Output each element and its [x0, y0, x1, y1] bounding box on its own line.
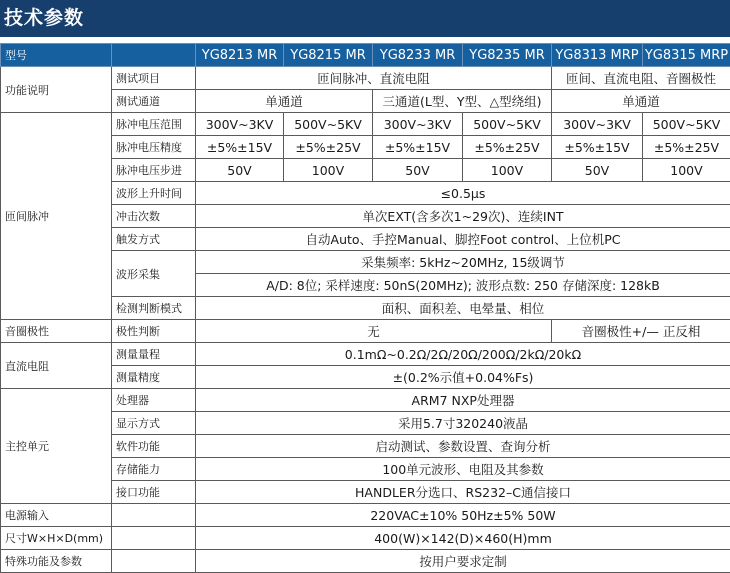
value-cell: ±5%±25V: [463, 136, 552, 159]
value-cell: 单次EXT(含多次1~29次)、连续INT: [196, 205, 730, 228]
value-cell: 采集频率: 5kHz~20MHz, 15级调节: [196, 251, 730, 274]
title-bar: [0, 0, 730, 37]
item-label: 测量量程: [112, 343, 196, 366]
value-cell: HANDLER分选口、RS232–C通信接口: [196, 481, 730, 504]
value-cell: 匝间脉冲、直流电阻: [196, 67, 552, 90]
item-label: 极性判断: [112, 320, 196, 343]
value-cell: A/D: 8位; 采样速度: 50nS(20MHz); 波形点数: 250 存储深度: 128kB: [196, 274, 730, 297]
value-cell: 0.1mΩ~0.2Ω/2Ω/20Ω/200Ω/2kΩ/20kΩ: [196, 343, 730, 366]
item-label: 脉冲电压精度: [112, 136, 196, 159]
value-cell: 100V: [284, 159, 373, 182]
table-row: [1, 527, 730, 550]
value-cell: 自动Auto、手控Manual、脚控Foot control、上位机PC: [196, 228, 730, 251]
value-cell: 单通道: [552, 90, 730, 113]
value-cell: ±5%±15V: [552, 136, 643, 159]
item-label: 测试项目: [112, 67, 196, 90]
value-cell: 100V: [643, 159, 730, 182]
header-row: [1, 44, 730, 67]
value-cell: 采用5.7寸320240液晶: [196, 412, 730, 435]
value-cell: 300V~3KV: [196, 113, 284, 136]
value-cell: 50V: [196, 159, 284, 182]
item-label: 脉冲电压步进: [112, 159, 196, 182]
model-name: YG8313 MRP: [552, 44, 643, 67]
model-name: YG8233 MR: [373, 44, 463, 67]
model-name: YG8235 MR: [463, 44, 552, 67]
value-cell: 220VAC±10% 50Hz±5% 50W: [196, 504, 730, 527]
value-cell: 50V: [552, 159, 643, 182]
table-row: [1, 320, 730, 343]
value-cell: 100单元波形、电阻及其参数: [196, 458, 730, 481]
category-label: 尺寸W×H×D(mm): [1, 527, 112, 550]
blank-cell: [112, 527, 196, 550]
category-label: 音圈极性: [1, 320, 112, 343]
item-label: 软件功能: [112, 435, 196, 458]
value-cell: ±5%±15V: [196, 136, 284, 159]
model-name: YG8215 MR: [284, 44, 373, 67]
table-row: [1, 389, 730, 412]
header-blank: [112, 44, 196, 67]
value-cell: ±5%±15V: [373, 136, 463, 159]
value-cell: 50V: [373, 159, 463, 182]
item-label: 测试通道: [112, 90, 196, 113]
category-label: 主控单元: [1, 389, 112, 504]
value-cell: 400(W)×142(D)×460(H)mm: [196, 527, 730, 550]
value-cell: 无: [196, 320, 552, 343]
model-name: YG8315 MRP: [643, 44, 730, 67]
value-cell: ±(0.2%示值+0.04%Fs): [196, 366, 730, 389]
value-cell: ±5%±25V: [643, 136, 730, 159]
item-label: 波形上升时间: [112, 182, 196, 205]
value-cell: 匝间、直流电阻、音圈极性: [552, 67, 730, 90]
item-label: 脉冲电压范围: [112, 113, 196, 136]
model-header-label: 型号: [1, 44, 112, 67]
value-cell: ≤0.5μs: [196, 182, 730, 205]
value-cell: 面积、面积差、电晕量、相位: [196, 297, 730, 320]
category-label: 功能说明: [1, 67, 112, 113]
value-cell: 300V~3KV: [373, 113, 463, 136]
spec-table: [0, 43, 730, 573]
value-cell: 按用户要求定制: [196, 550, 730, 573]
item-label: 波形采集: [112, 251, 196, 297]
item-label: 测量精度: [112, 366, 196, 389]
item-label: 处理器: [112, 389, 196, 412]
table-row: [1, 343, 730, 366]
model-name: YG8213 MR: [196, 44, 284, 67]
item-label: 存储能力: [112, 458, 196, 481]
category-label: 电源输入: [1, 504, 112, 527]
category-label: 匝间脉冲: [1, 113, 112, 320]
value-cell: 三通道(L型、Y型、△型绕组): [373, 90, 552, 113]
value-cell: 500V~5KV: [463, 113, 552, 136]
value-cell: 500V~5KV: [643, 113, 730, 136]
value-cell: 500V~5KV: [284, 113, 373, 136]
item-label: 检测判断模式: [112, 297, 196, 320]
category-label: 直流电阻: [1, 343, 112, 389]
value-cell: ±5%±25V: [284, 136, 373, 159]
value-cell: 单通道: [196, 90, 373, 113]
table-row: [1, 67, 730, 90]
category-label: 特殊功能及参数: [1, 550, 112, 573]
value-cell: 100V: [463, 159, 552, 182]
item-label: 冲击次数: [112, 205, 196, 228]
page-title: 技术参数: [4, 0, 84, 37]
item-label: 触发方式: [112, 228, 196, 251]
value-cell: 音圈极性+/— 正反相: [552, 320, 730, 343]
table-row: [1, 113, 730, 136]
blank-cell: [112, 504, 196, 527]
item-label: 显示方式: [112, 412, 196, 435]
value-cell: ARM7 NXP处理器: [196, 389, 730, 412]
table-row: [1, 504, 730, 527]
item-label: 接口功能: [112, 481, 196, 504]
value-cell: 300V~3KV: [552, 113, 643, 136]
value-cell: 启动测试、参数设置、查询分析: [196, 435, 730, 458]
